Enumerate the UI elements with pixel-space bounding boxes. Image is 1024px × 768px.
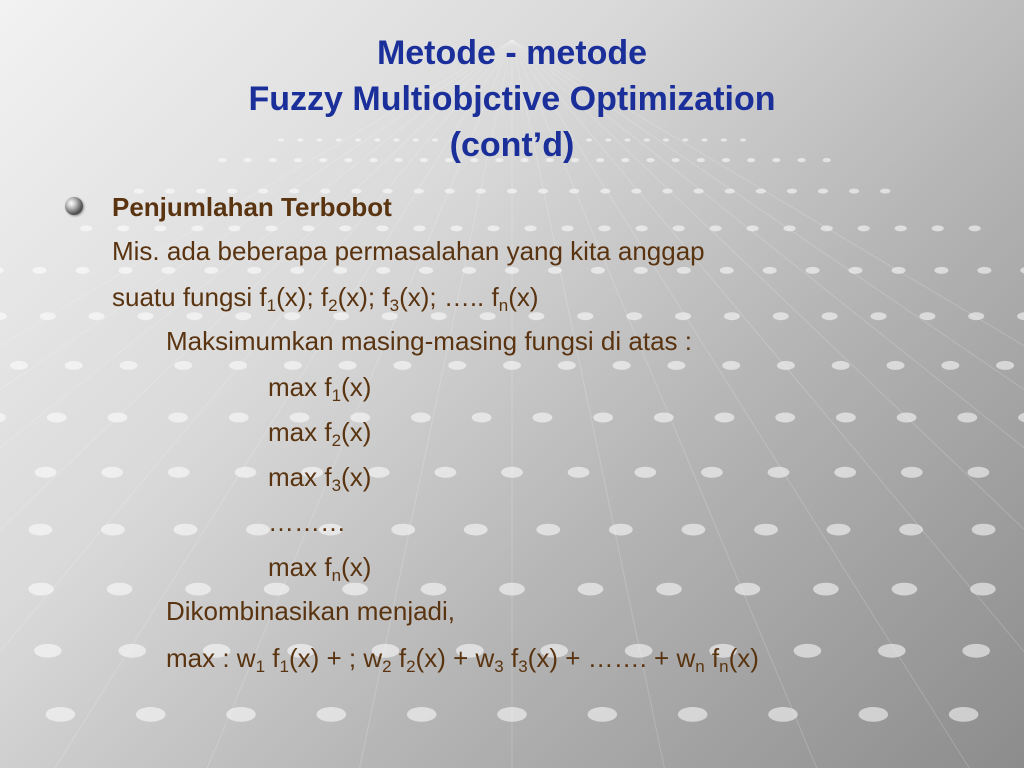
slide-title xyxy=(0,30,1024,168)
title-line-1: Metode - metode xyxy=(376,34,648,72)
bullet-sphere-icon xyxy=(65,197,83,215)
max-item-3: $\max f_3(x)$ xyxy=(268,462,372,495)
intro-line: Mis. ada beberapa permasalahan yang kita anggap xyxy=(112,236,705,266)
combined-formula: max : $w_1$ $f_1(x)$ + ; $w_2$ $f_2(x) + w_3$ $f_3(x)$ + ……. + $w_n$ $f_n(x)$ xyxy=(166,643,759,676)
max-item-n: $\max f_n(x)$ xyxy=(268,552,372,585)
combine-line: Dikombinasikan menjadi, xyxy=(166,596,456,626)
title-line-3: (cont’d) xyxy=(449,126,575,164)
bullet-heading: Penjumlahan Terbobot xyxy=(112,192,392,222)
title-line-2: Fuzzy Multiobjctive Optimization xyxy=(248,80,776,118)
maximize-line: Maksimumkan masing-masing fungsi di atas : xyxy=(166,326,692,356)
functions-line: suatu fungsi $f_1(x)$; $f_2(x)$; $f_3(x)$; ….. $f_n(x)$ xyxy=(112,282,539,315)
max-item-2: $\max f_2(x)$ xyxy=(268,417,372,450)
max-item-ellipsis: ……… xyxy=(268,507,346,537)
max-item-1: $\max f_1(x)$ xyxy=(268,372,372,405)
